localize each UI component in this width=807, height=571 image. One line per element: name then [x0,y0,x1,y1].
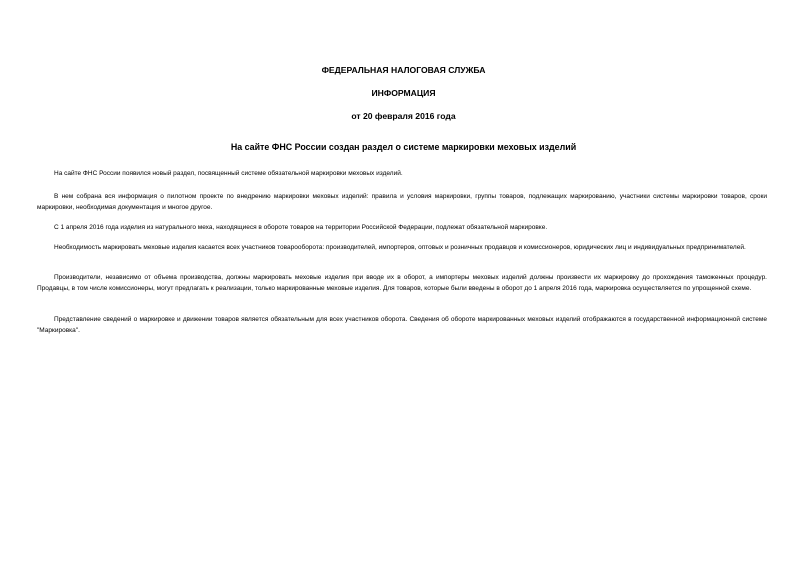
document-type-heading: ИНФОРМАЦИЯ [371,88,436,98]
paragraph-6: Представление сведений о маркировке и движении товаров является обязательным для всех участников оборота. Сведения об обороте маркированных меховых изделий отображаются в государственной информационной системе "Маркировка". [37,316,767,334]
document-title: На сайте ФНС России создан раздел о системе маркировки меховых изделий [230,142,577,152]
paragraph-2: В нем собрана вся информация о пилотном проекте по внедрению маркировки меховых изделий: правила и условия маркировки, группы товаров, подлежащих маркированию, участники системы маркировки товаров, сроки маркировки, необходимая документация и многое другое. [37,193,767,211]
paragraph-1: На сайте ФНС России появился новый раздел, посвященный системе обязательной маркировки меховых изделий. [54,170,403,177]
document-date: от 20 февраля 2016 года [351,111,456,121]
paragraph-5: Производители, независимо от объема производства, должны маркировать меховые изделия при вводе их в оборот, а импортеры меховых изделий должны произвести их маркировку до прохождения таможенных процедур. Продавцы, в том числе комиссионеры, могут предлагать к реализации, только маркированные меховые изделия. Для товаров, которые были введены в оборот до 1 апреля 2016 года, маркировка осуществляется по упрощенной схеме. [37,274,767,292]
paragraph-3: С 1 апреля 2016 года изделия из натурального меха, находящиеся в обороте товаров на территории Российской Федерации, подлежат обязательной маркировке. [54,224,548,231]
agency-heading: ФЕДЕРАЛЬНАЯ НАЛОГОВАЯ СЛУЖБА [321,65,486,75]
paragraph-4: Необходимость маркировать меховые изделия касается всех участников товарооборота: производителей, импортеров, оптовых и розничных продавцов и комиссионеров, юридических лиц и индивидуальных предпринимателей. [54,244,746,251]
